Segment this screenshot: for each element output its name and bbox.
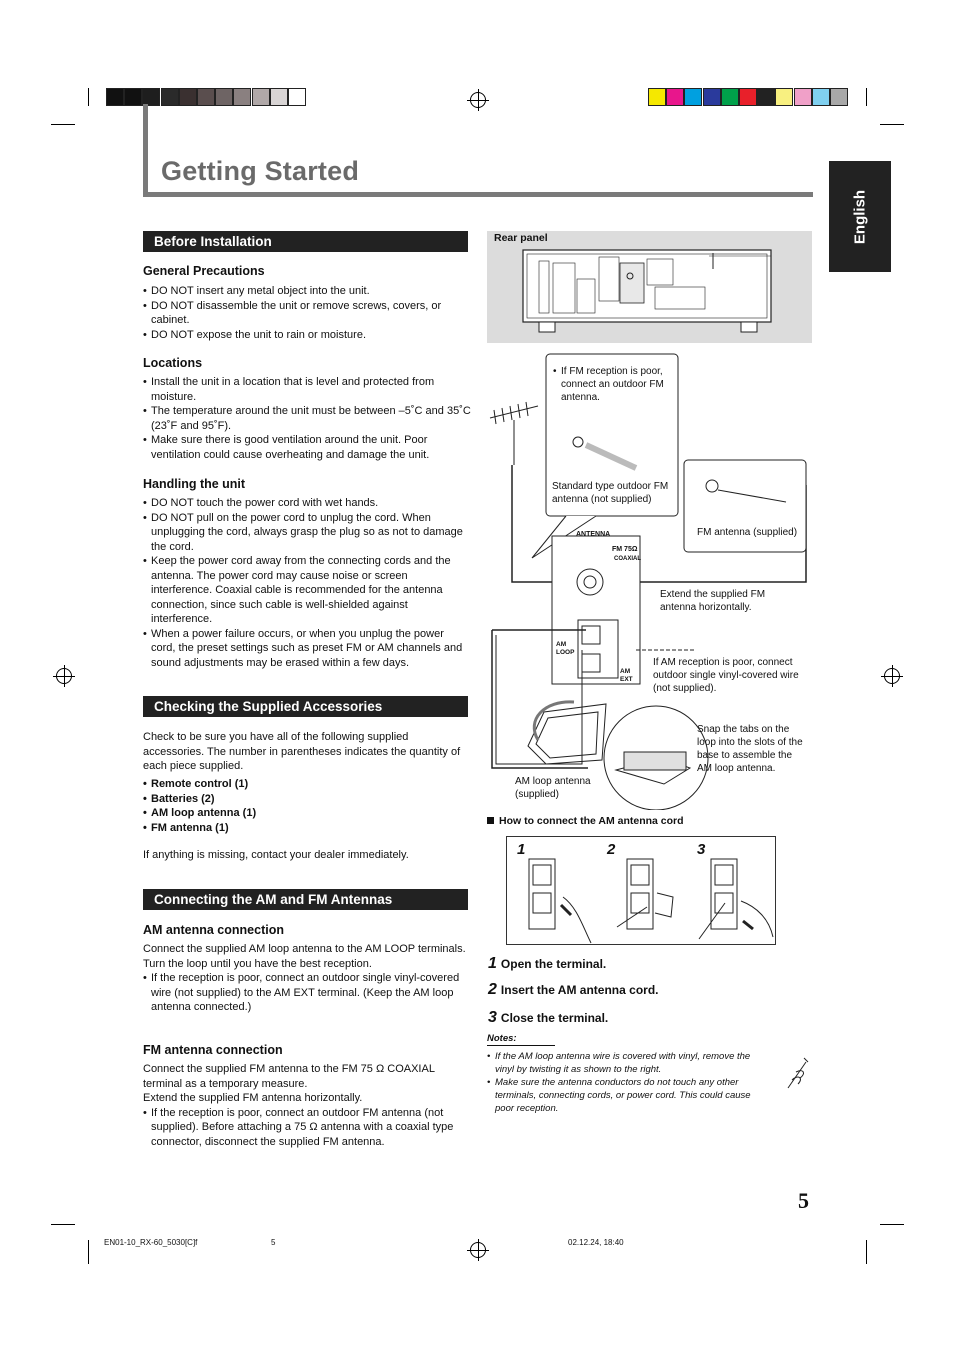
list-item: • If the AM loop antenna wire is covered with vinyl, remove the vinyl by twisting it as shown to the right. (487, 1050, 769, 1076)
paragraph: Connect the supplied AM loop antenna to the AM LOOP terminals. (143, 943, 466, 955)
list-item: • If the reception is poor, connect an outdoor FM antenna (not supplied). Before attaching a 75 Ω antenna with a coaxial type connector, disconnect the supplied FM antenna. (143, 1106, 471, 1150)
antenna-terminal-label: ANTENNA (576, 531, 611, 538)
am-ext-label: AM EXT (620, 668, 633, 683)
list-item: • AM loop antenna (1) (143, 806, 471, 821)
paragraph: Extend the supplied FM antenna horizontally. (143, 1092, 363, 1104)
section-heading-before-installation: Before Installation (143, 231, 468, 252)
registration-mark-icon (470, 1242, 486, 1258)
registration-mark-icon (884, 668, 900, 684)
list-item: • If FM reception is poor, connect an outdoor FM antenna. (553, 365, 673, 404)
footer-date: 02.12.24, 18:40 (568, 1238, 624, 1247)
am-loop-label: AM LOOP (556, 641, 575, 656)
am-antenna-text (143, 942, 471, 1015)
step-number: 1 (488, 955, 497, 972)
square-bullet-icon (487, 817, 494, 824)
paragraph: Turn the loop until you have the best reception. (143, 957, 372, 970)
page-number: 5 (798, 1188, 809, 1213)
color-swatch (812, 88, 830, 106)
twist-wire-icon (784, 1054, 812, 1092)
subheading-am-antenna: AM antenna connection (143, 923, 284, 937)
list-item: • Make sure the antenna conductors do not touch any other terminals, connecting cords, or power cord. This could cause poor reception. (487, 1076, 769, 1115)
list-item: • DO NOT expose the unit to rain or moisture. (143, 328, 471, 343)
standard-fm-label: Standard type outdoor FM antenna (not supplied) (552, 481, 669, 505)
step-1 (488, 955, 606, 973)
coaxial-label: COAXIAL (614, 556, 641, 562)
list-item: • Remote control (1) (143, 777, 471, 792)
list-item: • Install the unit in a location that is level and protected from moisture. (143, 375, 471, 404)
subheading-general-precautions: General Precautions (143, 264, 265, 278)
crop-mark (866, 1240, 867, 1264)
subheading-locations: Locations (143, 356, 203, 370)
accessories-outro: If anything is missing, contact your dealer immediately. (143, 849, 409, 861)
notes-title: Notes: (487, 1033, 555, 1046)
footer-page: 5 (271, 1238, 276, 1247)
accessories-intro: Check to be sure you have all of the following supplied accessories. The number in parentheses indicates the quantity of each piece supplied. (143, 731, 461, 772)
am-cord-heading (487, 815, 684, 827)
extend-fm-label: Extend the supplied FM antenna horizontally. (660, 589, 766, 613)
section-heading-accessories: Checking the Supplied Accessories (143, 696, 468, 717)
page-title: Getting Started (161, 156, 360, 186)
crop-mark (51, 124, 75, 125)
handling-list (143, 496, 471, 670)
fm-poor-note (553, 365, 673, 404)
list-item: • Make sure there is good ventilation around the unit. Poor ventilation could cause overheating and damage the unit. (143, 433, 471, 462)
crop-mark (88, 1240, 89, 1264)
registration-mark-icon (56, 668, 72, 684)
crop-mark (88, 88, 89, 106)
list-item: • DO NOT touch the power cord with wet hands. (143, 496, 471, 511)
snap-tabs-label: Snap the tabs on the loop into the slots of the base to assemble the AM loop antenna. (697, 724, 803, 774)
subheading-handling: Handling the unit (143, 477, 246, 491)
crop-mark (880, 124, 904, 125)
fm-antenna-text (143, 1062, 471, 1149)
list-item: • DO NOT disassemble the unit or remove screws, covers, or cabinet. (143, 299, 471, 328)
list-item: • DO NOT insert any metal object into the unit. (143, 284, 471, 299)
rear-panel-label: Rear panel (494, 232, 548, 244)
panel-number: 3 (697, 841, 706, 858)
am-cord-steps-figure (506, 836, 776, 945)
step-number: 2 (488, 981, 497, 998)
locations-list (143, 375, 471, 462)
color-swatch (830, 88, 848, 106)
list-item: • When a power failure occurs, or when you unplug the power cord, the preset settings such as preset FM or AM channels and sound adjustments may be erased within a few days. (143, 627, 471, 671)
crop-mark (866, 88, 867, 106)
list-item: • Batteries (2) (143, 792, 471, 807)
panel-number: 2 (607, 841, 616, 858)
general-precautions-list (143, 284, 471, 342)
am-cord-heading-text: How to connect the AM antenna cord (499, 815, 684, 827)
rear-panel-drawing (487, 231, 812, 343)
language-tab-label: English (851, 189, 869, 244)
panel-number: 1 (517, 841, 526, 858)
am-terminal-steps-drawing (507, 837, 775, 944)
step-text: Insert the AM antenna cord. (500, 983, 659, 997)
step-text: Close the terminal. (500, 1011, 609, 1025)
step-2 (488, 981, 658, 999)
step-text: Open the terminal. (500, 957, 607, 971)
am-poor-label: If AM reception is poor, connect outdoor single vinyl-covered wire (not supplied). (653, 657, 799, 694)
fm-supplied-label: FM antenna (supplied) (697, 527, 798, 538)
am-loop-supplied-label: AM loop antenna (supplied) (515, 776, 591, 800)
list-item: • Keep the power cord away from the connecting cords and the antenna. The power cord may cause noise or screen interference. Coaxial cable is recommended for the antenna connection, since such cable is well-shielded against interference. (143, 554, 471, 627)
subheading-fm-antenna: FM antenna connection (143, 1043, 283, 1057)
accessories-list (143, 777, 471, 835)
step-3 (488, 1009, 608, 1027)
section-heading-antennas: Connecting the AM and FM Antennas (143, 889, 468, 910)
color-swatch (106, 88, 124, 106)
fm75-label: FM 75Ω (612, 546, 638, 553)
crop-mark (880, 1224, 904, 1225)
list-item: • FM antenna (1) (143, 821, 471, 836)
step-number: 3 (488, 1009, 497, 1026)
color-swatch (124, 88, 142, 106)
paragraph: Connect the supplied FM antenna to the FM 75 Ω COAXIAL terminal as a temporary measure. (143, 1063, 435, 1090)
language-tab (829, 161, 891, 272)
list-item: • DO NOT pull on the power cord to unplug the cord. When unplugging the cord, always grasp the plug so as not to damage the cord. (143, 511, 471, 555)
list-item: • The temperature around the unit must be between –5˚C and 35˚C (23˚F and 95˚F). (143, 404, 471, 433)
notes-list (487, 1050, 769, 1115)
footer-file: EN01-10_RX-60_5030[C]f (104, 1238, 198, 1247)
rear-panel-figure (487, 231, 812, 343)
list-item: • If the reception is poor, connect an outdoor single vinyl-covered wire (not supplied) to the AM EXT terminal. (Keep the AM loop antenna connected.) (143, 971, 471, 1015)
crop-mark (51, 1224, 75, 1225)
